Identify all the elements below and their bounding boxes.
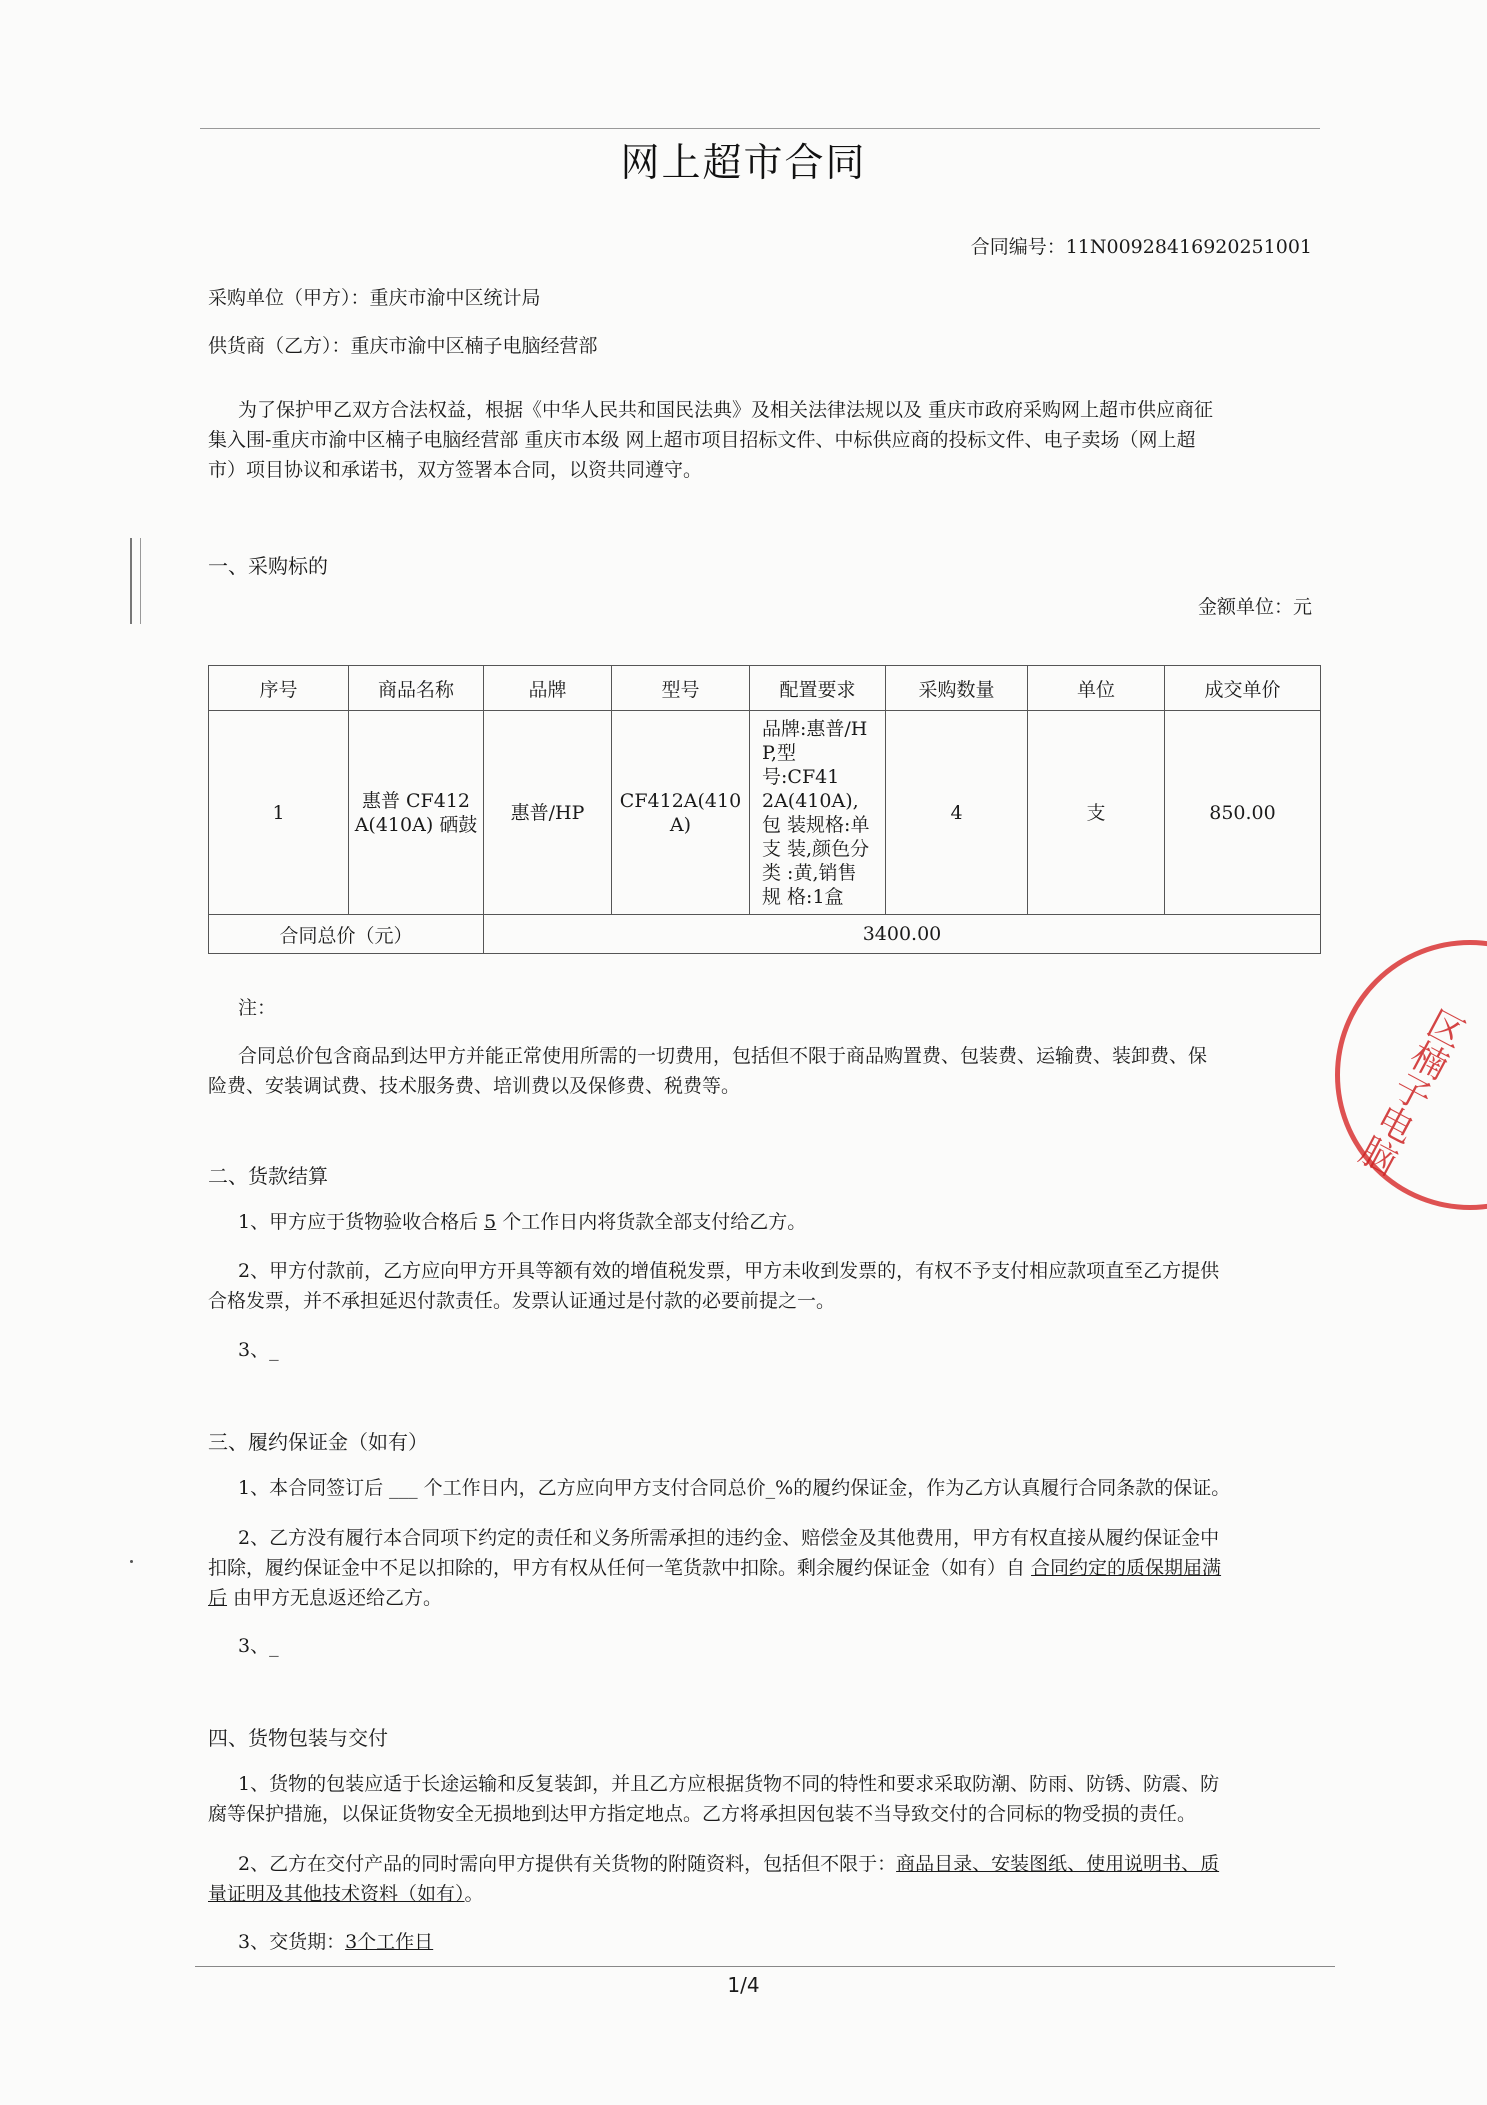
section3-p2-line3: 后 由甲方无息返还给乙方。 <box>208 1587 443 1609</box>
cell-unit: 支 <box>1028 711 1165 915</box>
table-total-row <box>209 915 1321 954</box>
cell-config: 品牌:惠普/H P,型号:CF41 2A(410A),包 装规格:单支 装,颜色分类 :黄,销售规 格:1盒 <box>750 711 886 915</box>
section4-p2-line2: 量证明及其他技术资料（如有）。 <box>208 1883 484 1905</box>
buyer-line: 采购单位（甲方）：重庆市渝中区统计局 <box>208 287 541 309</box>
section2-heading: 二、货款结算 <box>208 1164 328 1188</box>
intro-line-2: 集入围-重庆市渝中区楠子电脑经营部 重庆市本级 网上超市项目招标文件、中标供应商的投标文件、电子卖场（网上超 <box>208 429 1196 451</box>
cell-model: CF412A(410 A) <box>612 711 750 915</box>
note-line-2: 险费、安装调试费、技术服务费、培训费以及保修费、税费等。 <box>208 1075 741 1097</box>
table-header-row <box>209 666 1321 711</box>
header-no: 序号 <box>209 666 349 711</box>
section3-heading: 三、履约保证金（如有） <box>208 1430 428 1454</box>
top-rule <box>200 128 1320 129</box>
section3-p1: 1、本合同签订后 ___ 个工作日内，乙方应向甲方支付合同总价_%的履约保证金，作为乙方认真履行合同条款的保证。 <box>238 1477 1231 1499</box>
total-label: 合同总价（元） <box>209 915 484 954</box>
seal-text: 区楠子电脑 <box>1350 1000 1471 1180</box>
cell-qty: 4 <box>886 711 1028 915</box>
scan-dot <box>130 1560 133 1563</box>
section4-p1-line2: 腐等保护措施，以保证货物安全无损地到达甲方指定地点。乙方将承担因包装不当导致交付的合同标的物受损的责任。 <box>208 1803 1197 1825</box>
section3-p3: 3、_ <box>238 1635 279 1657</box>
section4-heading: 四、货物包装与交付 <box>208 1726 388 1750</box>
cell-no: 1 <box>209 711 349 915</box>
section2-p2-line2: 合格发票，并不承担延迟付款责任。发票认证通过是付款的必要前提之一。 <box>208 1290 836 1312</box>
header-unit: 单位 <box>1028 666 1165 711</box>
header-name: 商品名称 <box>349 666 484 711</box>
section2-p1: 1、甲方应于货物验收合格后 5 个工作日内将货款全部支付给乙方。 <box>238 1211 807 1233</box>
items-table <box>208 665 1321 954</box>
intro-line-1: 为了保护甲乙双方合法权益，根据《中华人民共和国民法典》及相关法律法规以及 重庆市政府采购网上超市供应商征 <box>238 399 1214 421</box>
header-price: 成交单价 <box>1165 666 1321 711</box>
contract-number: 合同编号：11N00928416920251001 <box>970 236 1312 258</box>
section4-p2-line1: 2、乙方在交付产品的同时需向甲方提供有关货物的附随资料，包括但不限于：商品目录、安装图纸、使用说明书、质 <box>238 1853 1220 1875</box>
section2-p2-line1: 2、甲方付款前，乙方应向甲方开具等额有效的增值税发票，甲方未收到发票的，有权不予支付相应款项直至乙方提供 <box>238 1260 1220 1282</box>
section4-p3: 3、交货期：3个工作日 <box>238 1931 434 1953</box>
document-title: 网上超市合同 <box>620 141 867 186</box>
section3-p2-line2: 扣除，履约保证金中不足以扣除的，甲方有权从任何一笔货款中扣除。剩余履约保证金（如有）自 合同约定的质保期届满 <box>208 1557 1222 1579</box>
section3-p2-line1: 2、乙方没有履行本合同项下约定的责任和义务所需承担的违约金、赔偿金及其他费用，甲方有权直接从履约保证金中 <box>238 1527 1220 1549</box>
cell-brand: 惠普/HP <box>484 711 612 915</box>
total-value: 3400.00 <box>484 915 1321 954</box>
header-model: 型号 <box>612 666 750 711</box>
binder-mark <box>130 538 141 624</box>
note-line-1: 合同总价包含商品到达甲方并能正常使用所需的一切费用，包括但不限于商品购置费、包装费、运输费、装卸费、保 <box>238 1045 1208 1067</box>
intro-line-3: 市）项目协议和承诺书，双方签署本合同，以资共同遵守。 <box>208 459 703 481</box>
header-brand: 品牌 <box>484 666 612 711</box>
cell-name: 惠普 CF412 A(410A) 硒鼓 <box>349 711 484 915</box>
note-label: 注： <box>238 997 277 1019</box>
amount-unit: 金额单位：元 <box>1197 596 1312 618</box>
supplier-line: 供货商（乙方）：重庆市渝中区楠子电脑经营部 <box>208 335 598 357</box>
section4-p1-line1: 1、货物的包装应适于长途运输和反复装卸，并且乙方应根据货物不同的特性和要求采取防潮、防雨、防锈、防震、防 <box>238 1773 1220 1795</box>
section2-p3: 3、_ <box>238 1339 279 1361</box>
bottom-rule <box>195 1966 1335 1967</box>
cell-price: 850.00 <box>1165 711 1321 915</box>
page-number: 1/4 <box>727 1973 760 1997</box>
header-config: 配置要求 <box>750 666 886 711</box>
table-row <box>209 711 1321 915</box>
header-qty: 采购数量 <box>886 666 1028 711</box>
section1-heading: 一、采购标的 <box>208 554 328 578</box>
